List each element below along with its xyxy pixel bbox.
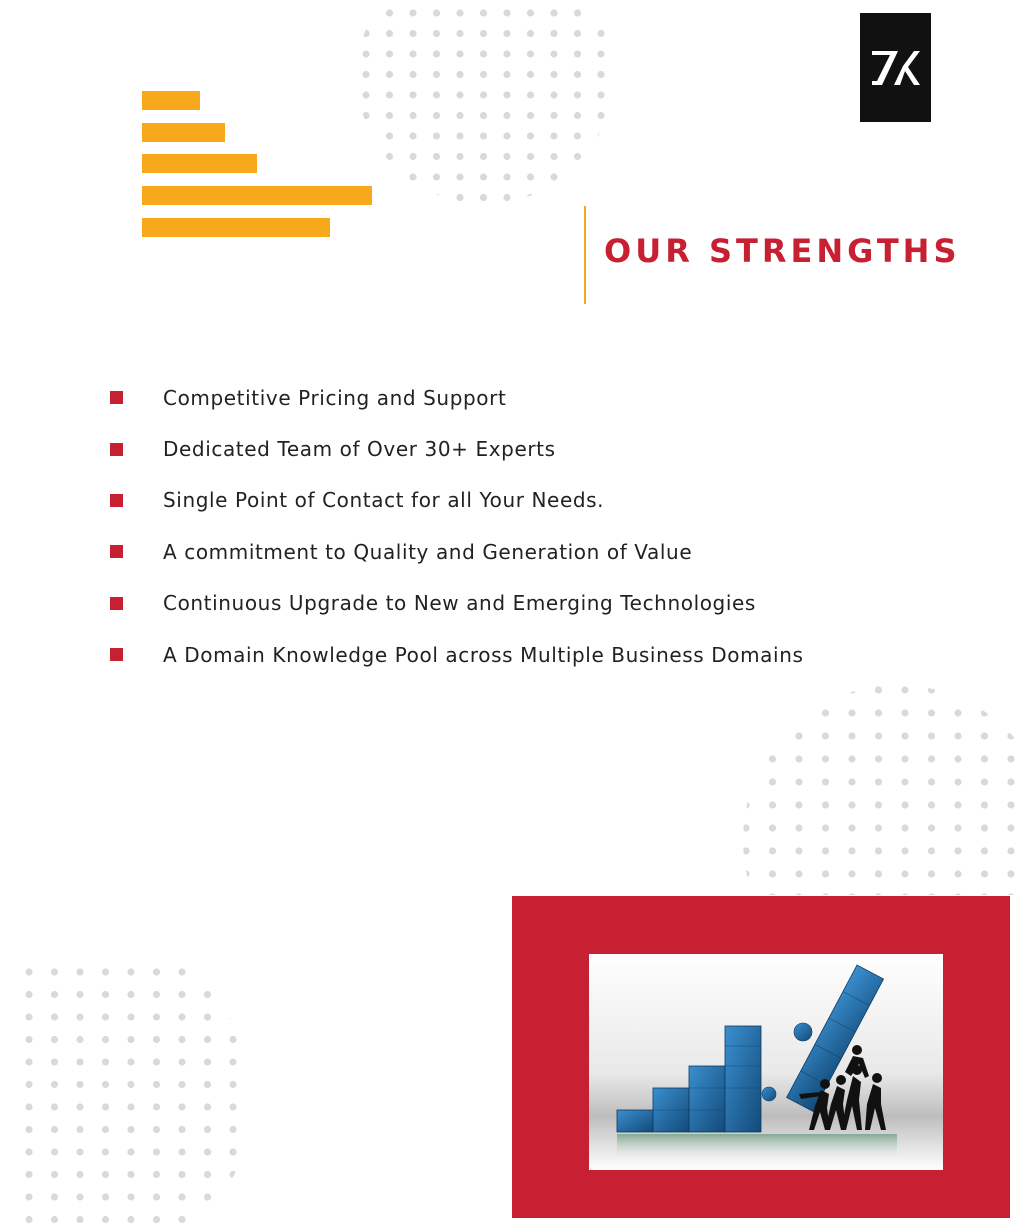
list-item <box>110 629 803 680</box>
image-frame <box>512 896 1010 1218</box>
decorative-bar <box>142 91 200 110</box>
list-item <box>110 526 803 577</box>
square-bullet-icon <box>110 648 123 661</box>
list-item-text: A commitment to Quality and Generation of Value <box>163 539 693 564</box>
company-logo <box>860 13 931 122</box>
list-item <box>110 475 803 526</box>
list-item-text: Single Point of Contact for all Your Needs. <box>163 488 605 513</box>
square-bullet-icon <box>110 443 123 456</box>
square-bullet-icon <box>110 597 123 610</box>
square-bullet-icon <box>110 494 123 507</box>
list-item <box>110 423 803 474</box>
puzzle-teamwork-illustration <box>589 954 943 1170</box>
page-title: OUR STRENGTHS <box>604 232 961 270</box>
dot-grid-bottom-left <box>15 960 255 1225</box>
decorative-bar <box>142 123 225 142</box>
decorative-bar <box>142 186 372 205</box>
list-item-text: Competitive Pricing and Support <box>163 385 507 410</box>
dot-grid-top <box>360 8 630 218</box>
heading-divider <box>584 206 586 304</box>
list-item-text: Dedicated Team of Over 30+ Experts <box>163 437 556 462</box>
list-item <box>110 372 803 423</box>
decorative-bar <box>142 218 330 237</box>
square-bullet-icon <box>110 545 123 558</box>
zk-logo-icon <box>870 48 922 88</box>
square-bullet-icon <box>110 391 123 404</box>
decorative-bar <box>142 154 257 173</box>
dot-grid-right <box>738 680 1024 895</box>
list-item-text: Continuous Upgrade to New and Emerging Technologies <box>163 591 756 616</box>
list-item <box>110 578 803 629</box>
list-item-text: A Domain Knowledge Pool across Multiple Business Domains <box>163 642 804 667</box>
strengths-list <box>110 372 803 680</box>
